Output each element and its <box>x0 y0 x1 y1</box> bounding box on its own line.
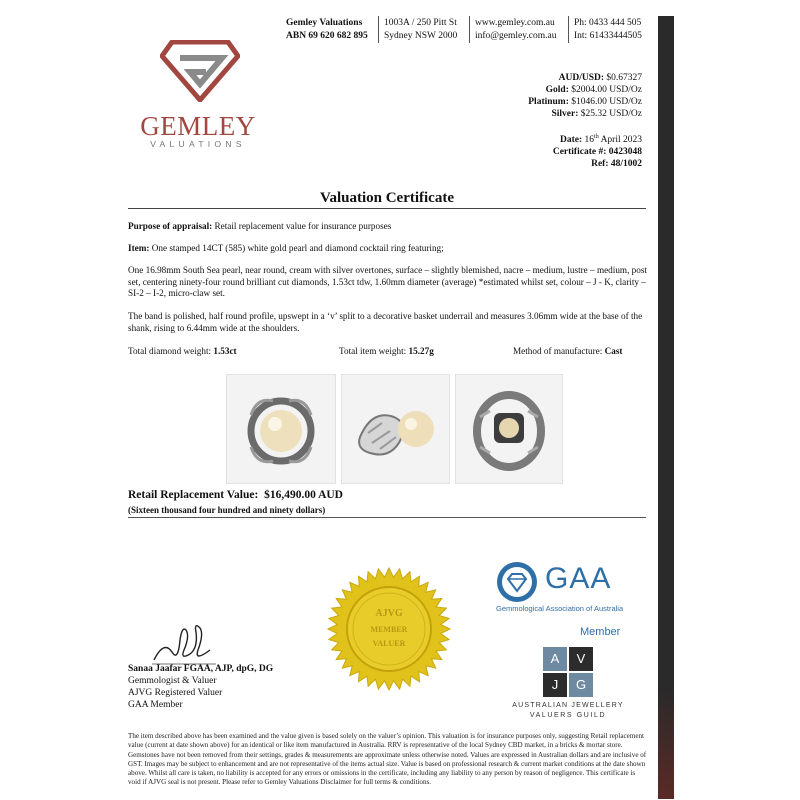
header-address <box>384 17 457 43</box>
header-divider <box>568 16 569 43</box>
date-label: Date: <box>560 135 583 145</box>
ajvg-letter-j: J <box>543 673 567 697</box>
purpose-label: Purpose of appraisal: <box>128 221 213 231</box>
ref-label: Ref: <box>591 159 609 169</box>
value-divider <box>128 517 646 518</box>
silver-label: Silver: <box>551 109 579 119</box>
platinum-value: $1046.00 USD/Oz <box>571 97 642 107</box>
gaa-member-label: Member <box>580 626 621 638</box>
item-label: Item: <box>128 243 150 253</box>
manufacture-method-value: Cast <box>604 346 623 356</box>
seal-text-3: VALUER <box>372 639 406 648</box>
item-weight-value: 15.27g <box>408 346 434 356</box>
ring-photo-side <box>341 374 450 484</box>
ajvg-name-line-1: AUSTRALIAN JEWELLERY <box>512 702 624 709</box>
title-divider <box>128 208 646 209</box>
document-title: Valuation Certificate <box>319 190 454 206</box>
intl-phone-number: Int: 61433444505 <box>574 31 642 41</box>
item-weight <box>339 346 434 356</box>
ajvg-letter-a: A <box>543 647 567 671</box>
gaa-emblem-icon <box>495 560 539 604</box>
signatory-role-1: Gemmologist & Valuer <box>128 676 217 686</box>
handwritten-signature <box>150 620 220 668</box>
email-link[interactable]: info@gemley.com.au <box>475 31 557 41</box>
address-line-2: Sydney NSW 2000 <box>384 31 458 41</box>
ref-number: 48/1002 <box>610 159 642 169</box>
description-paragraph-1: One 16.98mm South Sea pearl, near round, cream with silver overtones, surface – slightly blemished, nacre – medium, lustre – medium, post set, centering ninety-four round brilliant cut diamonds, 1.53ct tdw, 1.60mm diameter (average) *estimated whilst set, colour – J - K, clarity – SI-2 – I-2, micro-claw set. <box>128 265 647 298</box>
aud-usd-label: AUD/USD: <box>558 73 604 83</box>
ring-side-image <box>342 375 449 483</box>
retail-value-in-words: (Sixteen thousand four hundred and ninety dollars) <box>128 505 326 515</box>
diamond-weight-value: 1.53ct <box>213 346 237 356</box>
ring-photo-back <box>455 374 563 484</box>
date-suffix: th <box>594 133 599 140</box>
address-line-1: 1003A / 250 Pitt St <box>384 18 457 28</box>
gem-logo-icon <box>160 40 240 102</box>
item-text: One stamped 14CT (585) white gold pearl and diamond cocktail ring featuring; <box>151 243 444 253</box>
header-web <box>475 17 556 43</box>
ajvg-letter-g: G <box>569 673 593 697</box>
ring-front-image <box>227 375 335 483</box>
gold-value: $2004.00 USD/Oz <box>571 85 642 95</box>
retail-replacement-value <box>128 489 343 501</box>
phone-number: Ph: 0433 444 505 <box>574 18 642 28</box>
right-decorative-bar <box>658 16 674 799</box>
purpose-text: Retail replacement value for insurance purposes <box>214 221 392 231</box>
description-paragraph-2: The band is polished, half round profile, upswept in a ‘v’ split to a decorative basket underrail and measures 3.06mm wide at the base of the shank, rising to 6.44mm wide at the shoulders. <box>128 311 643 333</box>
platinum-label: Platinum: <box>528 97 569 107</box>
diamond-weight <box>128 346 237 356</box>
ajvg-logo <box>543 647 593 697</box>
ajvg-letter-v: V <box>569 647 593 671</box>
gaa-full-name: Gemmological Association of Australia <box>496 604 624 613</box>
manufacture-method <box>513 346 622 356</box>
ring-back-image <box>456 375 562 483</box>
certificate-label: Certificate #: <box>552 147 607 157</box>
gold-label: Gold: <box>545 85 569 95</box>
manufacture-method-label: Method of manufacture: <box>513 346 603 356</box>
retail-value-label: Retail Replacement Value: <box>128 489 259 501</box>
website-link[interactable]: www.gemley.com.au <box>475 18 555 28</box>
seal-text-1: AJVG <box>375 608 403 619</box>
disclaimer-text: The item described above has been examined and the value given is based solely on the valuer’s opinion. This valuation is for insurance purposes only, suggesting Retail replacement value (current at date shown above) for an identical or like item manufactured in Australia. RRV is representative of the local Sydney CBD market, in a bricks & mortar store. Gemstones have not been removed from their settings, grades & measurements are approximate unless otherwise noted. Values are expressed in Australian dollars and are inclusive of GST. Images may be subject to enhancement and are not representative of the items actual size. Value is based on professional research & current market conditions at the date shown above. Whilst all care is taken, no liability is accepted for any errors or omissions in the certificate, including any liability to any person by reason of negligence. This certificate is void if AJVG seal is not present. Please refer to Gemley Valuations Disclaimer for full terms & conditions. <box>128 732 647 787</box>
signatory-role-3: GAA Member <box>128 700 183 710</box>
item-line <box>128 243 648 255</box>
metal-rates <box>528 72 642 120</box>
gaa-wordmark: GAA <box>545 562 612 595</box>
date-month-year: April 2023 <box>600 135 642 145</box>
company-name: Gemley Valuations <box>286 18 363 28</box>
header-company <box>286 17 368 43</box>
item-weight-label: Total item weight: <box>339 346 407 356</box>
silver-value: $25.32 USD/Oz <box>580 109 642 119</box>
signatory-name: Sanaa Jaafar FGAA, AJP, dpG, DG <box>128 664 274 674</box>
company-abn: ABN 69 620 682 895 <box>286 31 368 41</box>
purpose-line <box>128 221 648 233</box>
header-divider <box>469 16 470 43</box>
ajvg-name-line-2: VALUERS GUILD <box>529 712 607 719</box>
aud-usd-value: $0.67327 <box>606 73 642 83</box>
header-divider <box>378 16 379 43</box>
logo-tagline: VALUATIONS <box>150 139 246 149</box>
diamond-weight-label: Total diamond weight: <box>128 346 212 356</box>
ajvg-gold-seal-icon <box>326 566 452 692</box>
date-day: 16 <box>584 135 595 145</box>
signatory-role-2: AJVG Registered Valuer <box>128 688 223 698</box>
certificate-meta <box>553 134 642 170</box>
retail-value-amount: $16,490.00 AUD <box>264 489 343 501</box>
certificate-number: 0423048 <box>608 147 642 157</box>
ring-photo-front <box>226 374 336 484</box>
logo-wordmark: GEMLEY <box>140 111 256 141</box>
header-phones <box>574 17 642 43</box>
signatory-block <box>128 663 273 711</box>
seal-text-2: MEMBER <box>370 625 408 634</box>
